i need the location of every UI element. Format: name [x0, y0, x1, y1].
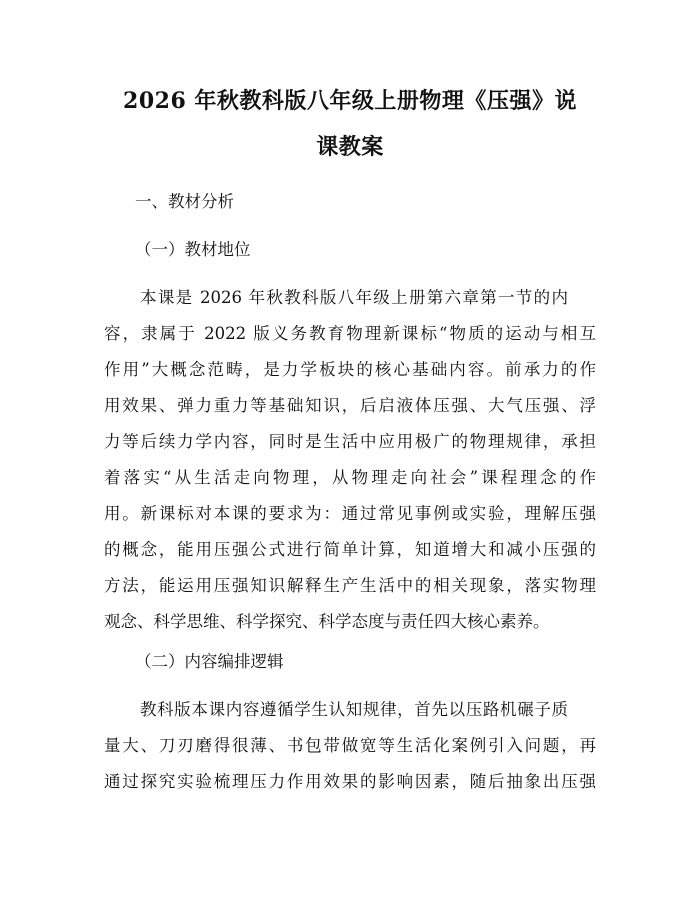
paragraph-line: 观念、科学思维、科学探究、科学态度与责任四大核心素养。	[104, 612, 550, 631]
paragraph-line: 本课是 2026 年秋教科版八年级上册第六章第一节的内	[140, 288, 568, 307]
paragraph-line: 的概念，能用压强公式进行简单计算，知道增大和减小压强的	[104, 540, 596, 559]
paragraph-line: 量大、刀刃磨得很薄、书包带做宽等生活化案例引入问题，再	[104, 736, 596, 755]
paragraph-line: 通过探究实验梳理压力作用效果的影响因素，随后抽象出压强	[104, 772, 596, 791]
paragraph-line: 教科版本课内容遵循学生认知规律，首先以压路机碾子质	[140, 700, 568, 719]
document-title-line-2: 课教案	[316, 134, 384, 160]
paragraph-line: 用。新课标对本课的要求为：通过常见事例或实验，理解压强	[104, 504, 596, 523]
paragraph-line: 用效果、弹力重力等基础知识，后启液体压强、大气压强、浮	[104, 396, 596, 415]
subsection-heading-textbook-position: （一）教材地位	[135, 240, 251, 259]
section-heading-textbook-analysis: 一、教材分析	[135, 192, 234, 211]
paragraph-line: 方法，能运用压强知识解释生产生活中的相关现象，落实物理	[104, 576, 596, 595]
paragraph-line: 力等后续力学内容，同时是生活中应用极广的物理规律，承担	[104, 432, 596, 451]
subsection-heading-content-logic: （二）内容编排逻辑	[135, 652, 284, 671]
paragraph-line: 着落实“从生活走向物理，从物理走向社会”课程理念的作	[104, 468, 596, 487]
paragraph-line: 作用”大概念范畴，是力学板块的核心基础内容。前承力的作	[104, 360, 596, 379]
document-title-line-1: 2026 年秋教科版八年级上册物理《压强》说	[123, 88, 577, 114]
paragraph-line: 容，隶属于 2022 版义务教育物理新课标“物质的运动与相互	[104, 324, 596, 343]
